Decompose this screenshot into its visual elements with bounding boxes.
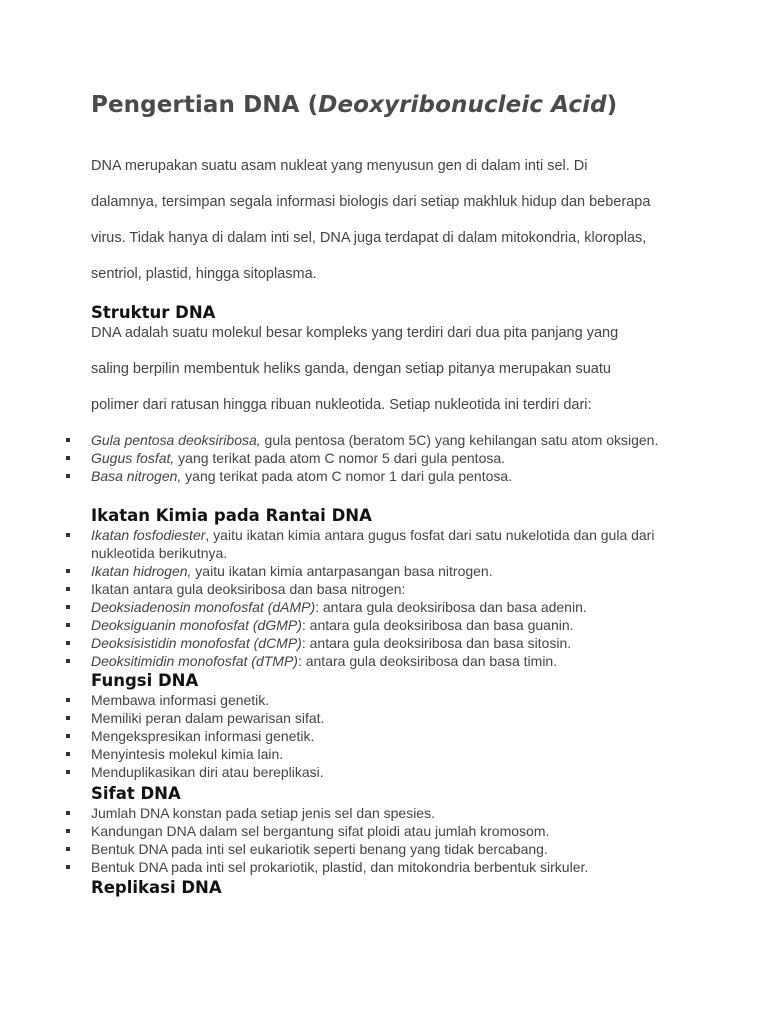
- list-item: Basa nitrogen, yang terikat pada atom C nomor 1 dari gula pentosa.: [0, 467, 690, 485]
- list-item: Memiliki peran dalam pewarisan sifat.: [0, 709, 690, 727]
- list-item: Deoksiadenosin monofosfat (dAMP): antara gula deoksiribosa dan basa adenin.: [0, 598, 690, 616]
- paragraph-line: DNA adalah suatu molekul besar kompleks yang terdiri dari dua pita panjang yang: [91, 325, 619, 341]
- list-item: Gula pentosa deoksiribosa, gula pentosa (beratom 5C) yang kehilangan satu atom oksigen.: [0, 431, 690, 449]
- list-item: Kandungan DNA dalam sel bergantung sifat ploidi atau jumlah kromosom.: [0, 822, 690, 840]
- list-item: Menduplikasikan diri atau bereplikasi.: [0, 763, 690, 781]
- bullet-icon: [66, 474, 70, 478]
- bullet-icon: [66, 829, 70, 833]
- list-item: Ikatan fosfodiester, yaitu ikatan kimia antara gugus fosfat dari satu nukelotida dan gula dari nukleotida berikutnya.: [0, 526, 690, 562]
- list-item: Bentuk DNA pada inti sel prokariotik, plastid, dan mitokondria berbentuk sirkuler.: [0, 858, 690, 876]
- bullet-icon: [66, 438, 70, 442]
- bullet-icon: [66, 533, 70, 537]
- intro-paragraph: [91, 148, 691, 292]
- list-item: Bentuk DNA pada inti sel eukariotik seperti benang yang tidak bercabang.: [0, 840, 690, 858]
- heading-ikatan: Ikatan Kimia pada Rantai DNA: [91, 506, 372, 525]
- list-item: Mengekspresikan informasi genetik.: [0, 727, 690, 745]
- list-item: Deoksiguanin monofosfat (dGMP): antara gula deoksiribosa dan basa guanin.: [0, 616, 690, 634]
- sifat-list: [0, 804, 690, 876]
- list-item: Deoksitimidin monofosfat (dTMP): antara gula deoksiribosa dan basa timin.: [0, 652, 690, 670]
- page-title: Pengertian DNA (Deoxyribonucleic Acid): [91, 92, 618, 118]
- heading-fungsi: Fungsi DNA: [91, 671, 199, 690]
- heading-sifat: Sifat DNA: [91, 784, 181, 803]
- bullet-icon: [66, 587, 70, 591]
- bullet-icon: [66, 641, 70, 645]
- bullet-icon: [66, 623, 70, 627]
- bullet-icon: [66, 847, 70, 851]
- list-item: Menyintesis molekul kimia lain.: [0, 745, 690, 763]
- bullet-icon: [66, 770, 70, 774]
- bullet-icon: [66, 569, 70, 573]
- list-item: Jumlah DNA konstan pada setiap jenis sel dan spesies.: [0, 804, 690, 822]
- paragraph-line: sentriol, plastid, hingga sitoplasma.: [91, 266, 317, 282]
- struktur-paragraph: [91, 315, 691, 423]
- bullet-icon: [66, 752, 70, 756]
- paragraph-line: DNA merupakan suatu asam nukleat yang menyusun gen di dalam inti sel. Di: [91, 158, 588, 174]
- bullet-icon: [66, 811, 70, 815]
- paragraph-line: saling berpilin membentuk heliks ganda, dengan setiap pitanya merupakan suatu: [91, 361, 611, 377]
- bullet-icon: [66, 734, 70, 738]
- list-item: Membawa informasi genetik.: [0, 691, 690, 709]
- heading-struktur: Struktur DNA: [91, 303, 216, 322]
- bullet-icon: [66, 865, 70, 869]
- fungsi-list: [0, 691, 690, 781]
- paragraph-line: virus. Tidak hanya di dalam inti sel, DNA juga terdapat di dalam mitokondria, kloroplas,: [91, 230, 647, 246]
- paragraph-line: polimer dari ratusan hingga ribuan nukleotida. Setiap nukleotida ini terdiri dari:: [91, 397, 592, 413]
- paragraph-line: dalamnya, tersimpan segala informasi biologis dari setiap makhluk hidup dan beberapa: [91, 194, 651, 210]
- bullet-icon: [66, 605, 70, 609]
- list-item: Ikatan hidrogen, yaitu ikatan kimia antarpasangan basa nitrogen.: [0, 562, 690, 580]
- list-item: Deoksisistidin monofosfat (dCMP): antara gula deoksiribosa dan basa sitosin.: [0, 634, 690, 652]
- bullet-icon: [66, 456, 70, 460]
- heading-replikasi: Replikasi DNA: [91, 878, 222, 897]
- bullet-icon: [66, 659, 70, 663]
- bullet-icon: [66, 716, 70, 720]
- bullet-icon: [66, 698, 70, 702]
- list-item: Ikatan antara gula deoksiribosa dan basa nitrogen:: [0, 580, 690, 598]
- list-item: Gugus fosfat, yang terikat pada atom C nomor 5 dari gula pentosa.: [0, 449, 690, 467]
- ikatan-list: [0, 526, 690, 670]
- struktur-list: [0, 431, 690, 485]
